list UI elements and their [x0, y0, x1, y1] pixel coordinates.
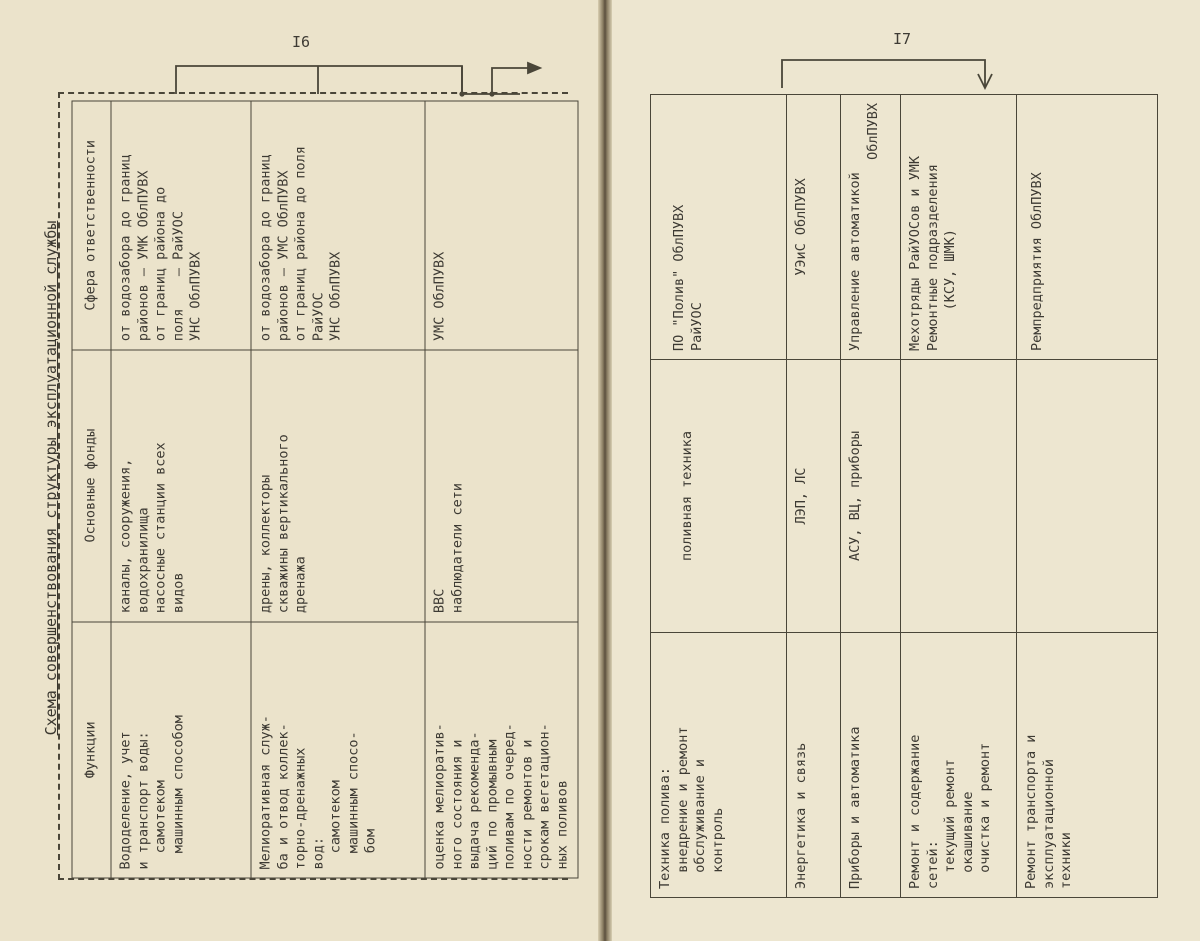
- function-cell: Мелиоративная служ- ба и отвод коллек- торно-дренажных вод: самотеком машинным спосо- бом: [251, 622, 425, 878]
- assets-cell: каналы, сооружения, водохранилища насосные станции всех видов: [111, 350, 251, 622]
- right-table-rotated: [650, 94, 1158, 898]
- assets-cell: ВВС наблюдатели сети: [425, 350, 578, 622]
- function-cell: Ремонт транспорта и эксплуатационной техники: [1017, 633, 1158, 898]
- page-number-right: I7: [893, 30, 912, 48]
- scheme-title: Схема совершенствования структуры эксплуатационной службы: [42, 220, 60, 736]
- function-cell: оценка мелиоратив- ного состояния и выдача рекоменда- ций по промывным поливам по очеред- ности ремонтов и срокам вегетацион- ных поливов: [425, 622, 578, 878]
- assets-cell: ЛЭП, ЛС: [787, 360, 841, 633]
- col-header-responsibility: Сфера ответственности: [72, 101, 111, 350]
- table-row: [251, 101, 425, 878]
- col-header-functions: Функции: [72, 622, 111, 878]
- table-row: [1017, 95, 1158, 898]
- table-row: [901, 95, 1017, 898]
- assets-cell: [901, 360, 1017, 633]
- table-row: [651, 95, 787, 898]
- responsibility-cell: Мехотряды РайУОСов и УМК Ремонтные подразделения (КСУ, ШМК): [901, 95, 1017, 360]
- left-table-rotated: [72, 101, 571, 879]
- function-cell: Ремонт и содержание сетей: текущий ремонт окашивание очистка и ремонт: [901, 633, 1017, 898]
- table-row: [425, 101, 578, 878]
- function-cell: Вододеление, учет и транспорт воды: самотеком машинным способом: [111, 622, 251, 878]
- page-number-left: I6: [292, 33, 311, 51]
- function-cell: Техника полива: внедрение и ремонт обслуживание и контроль: [651, 633, 787, 898]
- table-row: [111, 101, 251, 878]
- assets-cell: поливная техника: [651, 360, 787, 633]
- table-row: [787, 95, 841, 898]
- header-row: [72, 101, 111, 878]
- table-row: [841, 95, 901, 898]
- book-spine: [598, 0, 612, 941]
- assets-cell: АСУ, ВЦ, приборы: [841, 360, 901, 633]
- assets-cell: [1017, 360, 1158, 633]
- col-header-assets: Основные фонды: [72, 350, 111, 622]
- responsibility-cell: от водозабора до границ районов – УМК ОблПУВХ от границ района до поля – РайУОС УНС ОблПУВХ: [111, 101, 251, 350]
- function-cell: Энергетика и связь: [787, 633, 841, 898]
- assets-cell: дрены, коллекторы скважины вертикального дренажа: [251, 350, 425, 622]
- function-cell: Приборы и автоматика: [841, 633, 901, 898]
- structure-table-right: [650, 94, 1158, 898]
- responsibility-cell: ПО "Полив" ОблПУВХ РайУОС: [651, 95, 787, 360]
- structure-table-left: [72, 101, 579, 879]
- responsibility-cell: Ремпредприятия ОблПУВХ: [1017, 95, 1158, 360]
- responsibility-cell: УМС ОблПУВХ: [425, 101, 578, 350]
- responsibility-cell: УЭиС ОблПУВХ: [787, 95, 841, 360]
- responsibility-cell: от водозабора до границ районов – УМС ОблПУВХ от границ района до поля РайУОС УНС ОблПУВХ: [251, 101, 425, 350]
- responsibility-cell: Управление автоматикой ОблПУВХ: [841, 95, 901, 360]
